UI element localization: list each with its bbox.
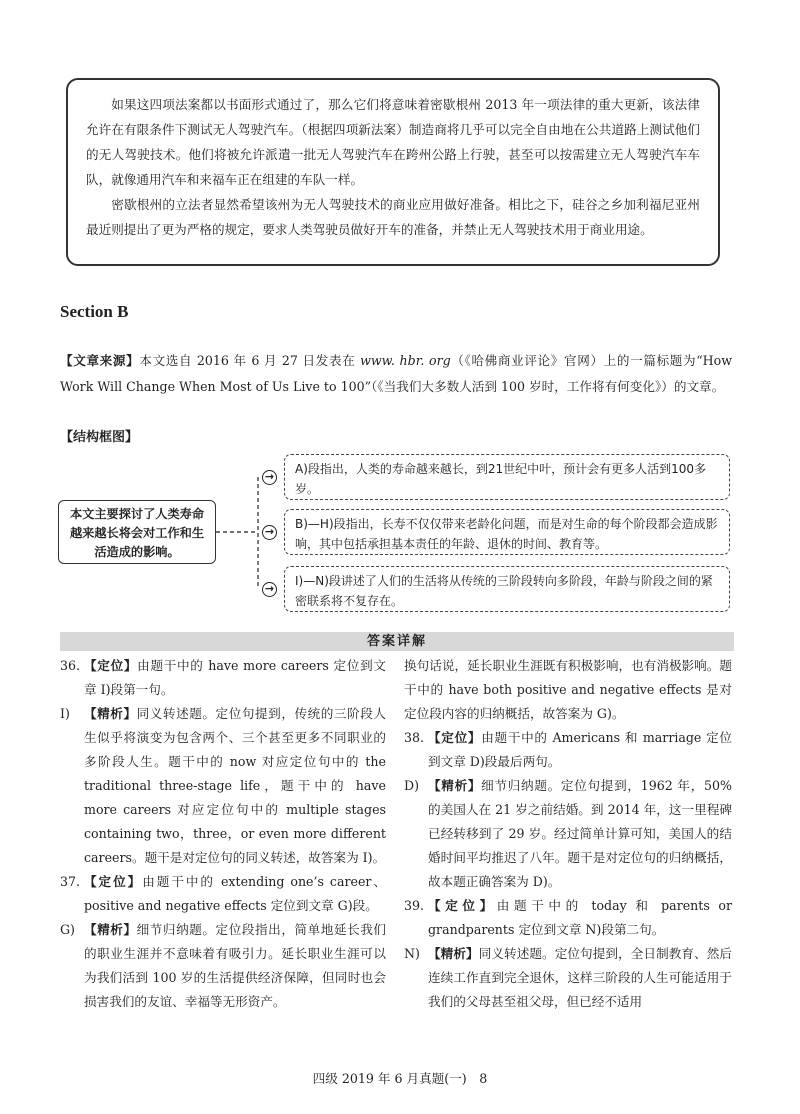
item-number: G) [60,922,75,937]
item-tag: 【精析】 [84,706,137,721]
item-number: N) [404,946,420,961]
arrow-right-icon: → [262,470,277,485]
item-text: 换句话说，延长职业生涯既有积极影响，也有消极影响。题干中的 have both positive and negative effects 是对定位段内容的归纳概括，故答案为 G)。 [404,658,732,721]
item-tag: 【精析】 [428,946,479,961]
structure-title: 【结构框图】 [60,430,139,445]
answer-item [60,918,386,1014]
item-text: 由题干中的 have more careers 定位到文章 I)段第一句。 [84,658,386,697]
translation-box [66,78,720,266]
answer-item [404,942,732,1014]
item-text: 细节归纳题。定位句提到，1962 年，50% 的美国人在 21 岁之前结婚。到 2014 年，这一里程碑已经转移到了 29 岁。经过简单计算可知，美国人的结婚时间平均推迟了八年。题干是对定位句的归纳概括，故本题正确答案为 D)。 [428,778,733,889]
answer-item [60,702,386,870]
answer-item [404,726,732,774]
item-text: 同义转述题。定位句提到，传统的三阶段人生似乎将演变为包含两个、三个甚至更多不同职业的多阶段人生。题干中的 now 对应定位句中的 the traditional three-stage life，题干中的 have more careers 对应定位句中的 multiple stages containing two，three，or even more different careers。题干是对定位句的同义转述，故答案为 I)。 [84,706,387,865]
structure-main-box: 本文主要探讨了人类寿命越来越长将会对工作和生活造成的影响。 [58,500,216,564]
answer-item [404,654,732,726]
arrow-right-icon: → [262,582,277,597]
structure-node-b-h: B)—H)段指出，长寿不仅仅带来老龄化问题，而是对生命的每个阶段都会造成影响，其中包括承担基本责任的年龄、退休的时间、教育等。 [284,509,730,555]
source-label: 【文章来源】 [60,353,140,368]
item-tag: 【定位】 [428,730,482,745]
answers-title: 答案详解 [60,632,734,651]
item-tag: 【定位】 [84,874,143,889]
item-tag: 【定位】 [428,898,497,913]
answer-item [60,654,386,702]
item-number: 38. [404,730,425,745]
structure-node-i-n: I)—N)段讲述了人们的生活将从传统的三阶段转向多阶段，年龄与阶段之间的紧密联系将不复存在。 [284,566,730,612]
answers-right-column [404,654,732,1014]
answer-item [404,774,732,894]
translation-paragraph-2: 密歇根州的立法者显然希望该州为无人驾驶技术的商业应用做好准备。相比之下，硅谷之乡加利福尼亚州最近则提出了更为严格的规定，要求人类驾驶员做好开车的准备，并禁止无人驾驶技术用于商业用途。 [86,197,700,237]
item-number: D) [404,778,420,793]
item-text: 由题干中的 Americans 和 marriage 定位到文章 D)段最后两句。 [428,730,732,769]
source-text-before: 本文选自 2016 年 6 月 27 日发表在 [139,353,361,368]
answers-left-column [60,654,386,1014]
answer-item [60,870,386,918]
item-tag: 【精析】 [428,778,482,793]
item-number: I) [60,706,70,721]
arrow-right-icon: → [262,525,277,540]
item-text: 由题干中的 today 和 parents or grandparents 定位到文章 N)段第二句。 [428,898,733,937]
article-source [60,348,732,400]
page-footer: 四级 2019 年 6 月真题(一) 8 [312,1071,488,1086]
answer-item [404,894,732,942]
item-text: 同义转述题。定位句提到，全日制教育、然后连续工作直到完全退休，这样三阶段的人生可能适用于我们的父母甚至祖父母，但已经不适用 [428,946,733,1009]
translation-paragraph-1: 如果这四项法案都以书面形式通过了，那么它们将意味着密歇根州 2013 年一项法律的重大更新，该法律允许在有限条件下测试无人驾驶汽车。（根据四项新法案）制造商将几乎可以完全自由地在公共道路上测试他们的无人驾驶技术。他们将被允许派遣一批无人驾驶汽车在跨州公路上行驶，甚至可以按需建立无人驾驶汽车车队，就像通用汽车和来福车正在组建的车队一样。 [86,97,700,187]
item-tag: 【定位】 [84,658,138,673]
source-url: www. hbr. org [360,353,451,368]
structure-node-a: A)段指出，人类的寿命越来越长，到21世纪中叶，预计会有更多人活到100多岁。 [284,454,730,500]
item-text: 由题干中的 extending one’s career、positive and negative effects 定位到文章 G)段。 [84,874,386,913]
item-number: 36. [60,658,81,673]
item-text: 细节归纳题。定位段指出，简单地延长我们的职业生涯并不意味着有吸引力。延长职业生涯可以为我们活到 100 岁的生活提供经济保障，但同时也会损害我们的友谊、幸福等无形资产。 [84,922,387,1009]
section-title: Section B [60,302,129,321]
item-number: 37. [60,874,81,889]
source-text-after: （《哈佛商业评论》官网）上的一篇标题为“How Work Will Change When Most of Us Live to 100”（《当我们大多数人活到 100 岁时，工作将有何变化》）的文章。 [60,353,732,394]
item-number: 39. [404,898,425,913]
item-tag: 【精析】 [84,922,137,937]
